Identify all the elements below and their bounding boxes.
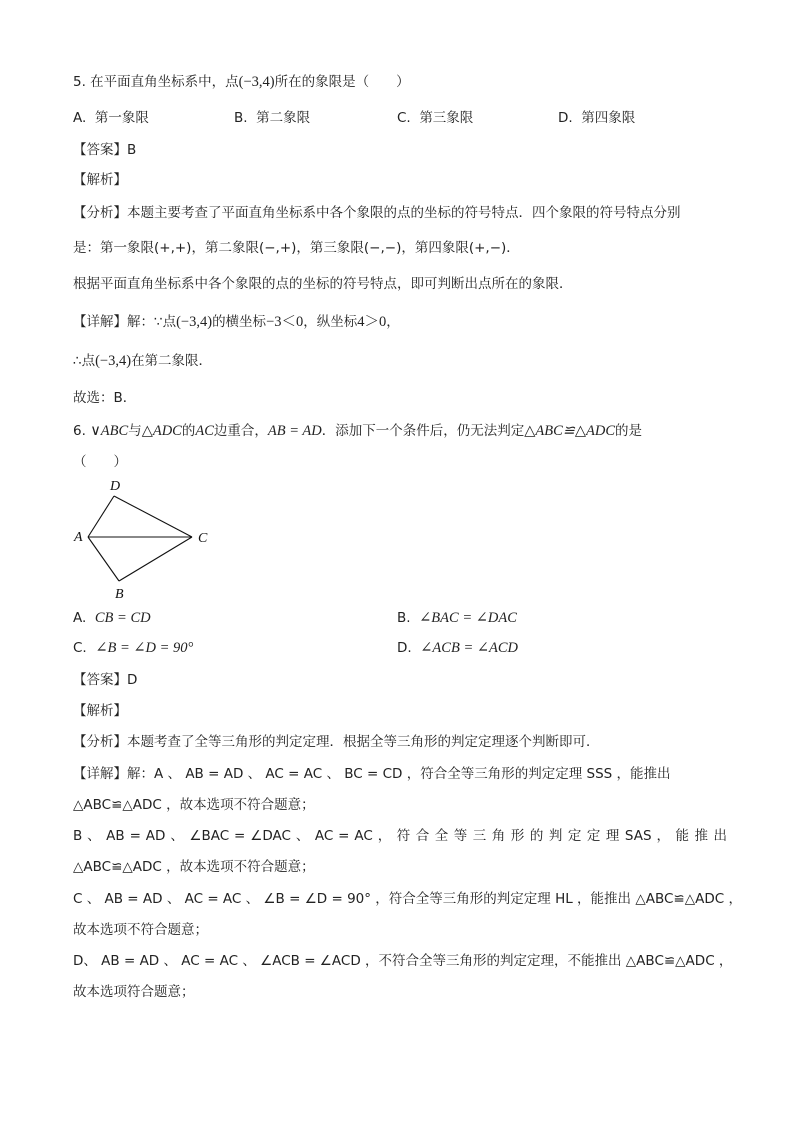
option-math: CB = CD xyxy=(94,610,151,626)
stem-text: ．添加下一个条件后，仍无法判定 xyxy=(321,423,525,439)
stem-math: AC xyxy=(195,423,214,439)
detail-text: B 、 AB = AD 、 ∠BAC = ∠DAC 、 AC = AC ， 符 合 全 等 三 角 形 的 判 定 定 理 SAS ， 能 推 出 xyxy=(73,828,727,844)
stem-math: ∨ABC xyxy=(90,423,129,439)
q5-option-d xyxy=(558,108,635,128)
q6-detail-b-line2 xyxy=(73,857,315,877)
detail-math: 4＞0 xyxy=(357,314,387,330)
fenxi-tag: 【分析】 xyxy=(73,734,127,750)
q5-answer xyxy=(73,140,136,160)
label-d: D xyxy=(110,479,121,494)
q5-stem-point: (−3,4) xyxy=(238,74,275,90)
segment-ad xyxy=(88,496,114,537)
detail-text: ∴点 xyxy=(73,353,96,369)
q5-fenxi-line1 xyxy=(73,203,681,223)
q6-analysis-tag xyxy=(73,701,127,721)
option-text: 第四象限 xyxy=(581,110,636,126)
detail-text: △ABC≌△ADC ，故本选项不符合题意； xyxy=(73,797,315,813)
option-letter: C. xyxy=(397,110,411,126)
segment-ab xyxy=(88,537,119,581)
option-letter: A. xyxy=(73,610,87,626)
fenxi-text: 本题考查了全等三角形的判定定理．根据全等三角形的判定定理逐个判断即可． xyxy=(127,734,600,750)
label-c: C xyxy=(198,531,208,546)
detail-text: ，纵坐标 xyxy=(303,314,358,330)
option-letter: C. xyxy=(73,640,87,656)
detail-tag: 【详解】 xyxy=(73,766,127,782)
stem-math: △ABC≌△ADC xyxy=(524,423,616,439)
label-a: A xyxy=(74,530,83,545)
q6-detail-d-line1 xyxy=(73,951,732,971)
q6-detail-c-line1 xyxy=(73,889,742,909)
q6-option-b xyxy=(397,608,517,628)
option-text: 第一象限 xyxy=(94,110,149,126)
stem-text: 边重合， xyxy=(213,423,268,439)
detail-text: 故本选项符合题意； xyxy=(73,984,195,1000)
option-letter: B. xyxy=(397,610,411,626)
fenxi-tag: 【分析】 xyxy=(73,205,127,221)
q6-number: 6. xyxy=(73,423,86,439)
option-letter: B. xyxy=(234,110,248,126)
q6-answer xyxy=(73,670,137,690)
analysis-tag: 【解析】 xyxy=(73,172,127,188)
choose-text: 故选：B． xyxy=(73,390,137,406)
q5-detail-line1 xyxy=(73,312,400,332)
q5-choose xyxy=(73,388,136,408)
answer-value: D xyxy=(127,672,138,688)
option-letter: D. xyxy=(558,110,573,126)
q6-option-a xyxy=(73,608,151,628)
option-text: 第二象限 xyxy=(256,110,311,126)
detail-text: 在第二象限． xyxy=(131,353,213,369)
stem-text: 与 xyxy=(128,423,142,439)
quadrilateral-figure xyxy=(66,474,226,606)
detail-text: 故本选项不符合题意； xyxy=(73,922,208,938)
q5-fenxi-line2 xyxy=(73,238,520,258)
q6-option-c xyxy=(73,638,193,658)
detail-text: C 、 AB = AD 、 AC = AC 、 ∠B = ∠D = 90° ，符合全等三角形的判定定理 HL ，能推出 △ABC≌△ADC ， xyxy=(73,891,742,907)
detail-math: (−3,4) xyxy=(95,353,132,369)
option-math: ∠B = ∠D = 90° xyxy=(95,640,194,656)
stem-text: 的 xyxy=(181,423,196,439)
q5-stem-tail: 所在的象限是（ ） xyxy=(274,74,410,90)
detail-math: −3＜0 xyxy=(266,314,304,330)
q5-analysis-tag xyxy=(73,170,127,190)
detail-text: ， xyxy=(386,314,400,330)
detail-text: 解：A 、 AB = AD 、 AC = AC 、 BC = CD ，符合全等三角形的判定定理 SSS ，能推出 xyxy=(127,766,671,782)
q6-detail-a-line1 xyxy=(73,764,671,784)
q6-detail-d-line2 xyxy=(73,982,195,1002)
q6-stem xyxy=(73,421,642,441)
answer-value: B xyxy=(127,142,137,158)
q6-option-d xyxy=(397,638,518,658)
analysis-tag: 【解析】 xyxy=(73,703,127,719)
q5-stem xyxy=(73,72,410,92)
answer-tag: 【答案】 xyxy=(73,142,127,158)
segment-dc xyxy=(114,496,192,537)
detail-text: 的横坐标 xyxy=(212,314,267,330)
fenxi-text: 根据平面直角坐标系中各个象限的点的坐标的符号特点，即可判断出点所在的象限． xyxy=(73,276,573,292)
q5-option-c xyxy=(397,108,473,128)
option-text: 第三象限 xyxy=(419,110,474,126)
q6-detail-a-line2 xyxy=(73,795,315,815)
stem-paren: （ ） xyxy=(73,454,127,470)
label-b: B xyxy=(115,587,124,602)
q6-detail-b-line1 xyxy=(73,826,727,846)
stem-math: △ADC xyxy=(141,423,182,439)
detail-text: 解：∵点 xyxy=(127,314,177,330)
detail-text: △ABC≌△ADC ，故本选项不符合题意； xyxy=(73,859,315,875)
q5-option-a xyxy=(73,108,149,128)
answer-tag: 【答案】 xyxy=(73,672,127,688)
option-letter: D. xyxy=(397,640,412,656)
segment-bc xyxy=(119,537,192,581)
q6-detail-c-line2 xyxy=(73,920,208,940)
q5-option-b xyxy=(234,108,310,128)
detail-math: (−3,4) xyxy=(176,314,213,330)
q5-fenxi-line3 xyxy=(73,274,573,294)
stem-text: 的是 xyxy=(615,423,643,439)
fenxi-text: 是：第一象限(+,+)，第二象限(−,+)，第三象限(−,−)，第四象限(+,−)． xyxy=(73,240,520,256)
option-math: ∠ACB = ∠ACD xyxy=(420,640,519,656)
detail-tag: 【详解】 xyxy=(73,314,127,330)
fenxi-text: 本题主要考查了平面直角坐标系中各个象限的点的坐标的符号特点．四个象限的符号特点分别 xyxy=(127,205,681,221)
option-math: ∠BAC = ∠DAC xyxy=(419,610,517,626)
q5-detail-line2 xyxy=(73,351,212,371)
q5-stem-text: 5. 在平面直角坐标系中，点 xyxy=(73,74,239,90)
option-letter: A. xyxy=(73,110,87,126)
stem-math: AB = AD xyxy=(267,423,322,439)
q6-fenxi xyxy=(73,732,600,752)
q6-stem-paren xyxy=(73,452,127,472)
detail-text: D、 AB = AD 、 AC = AC 、 ∠ACB = ∠ACD ，不符合全等三角形的判定定理，不能推出 △ABC≌△ADC ， xyxy=(73,953,733,969)
